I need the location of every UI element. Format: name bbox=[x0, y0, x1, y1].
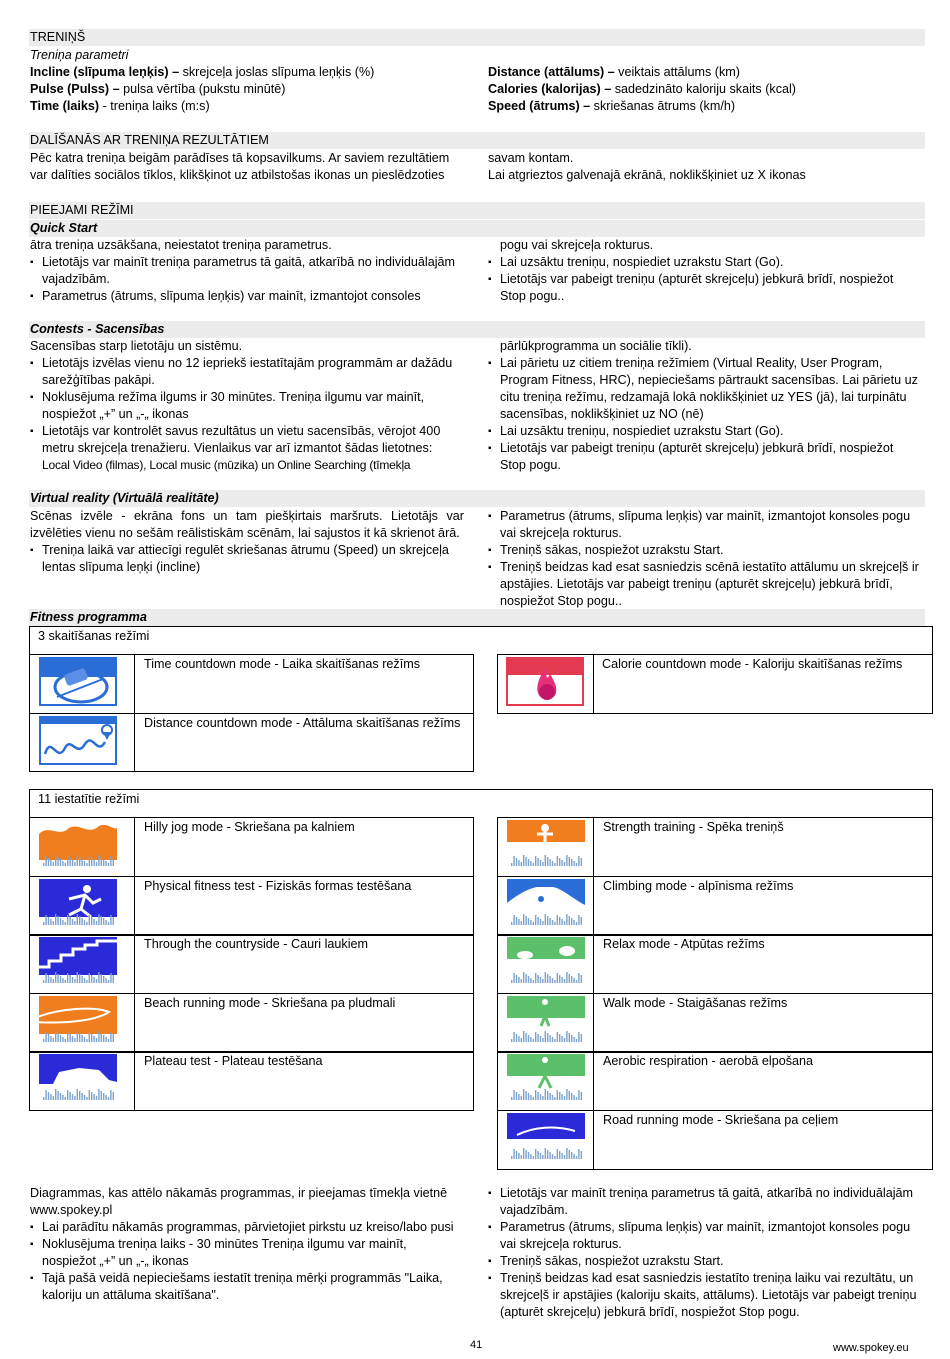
mode-label: Road running mode - Skriešana pa ceļiem bbox=[603, 1113, 839, 1127]
param-line: Incline (slīpuma leņķis) – skrejceļa joslas slīpuma leņķis (%) bbox=[30, 65, 375, 79]
preset-modes-title: 11 iestatītie režīmi bbox=[38, 792, 140, 806]
contests-title: Contests - Sacensības bbox=[30, 322, 165, 336]
virtual-right bbox=[488, 508, 920, 610]
list-item: ▪ Parametrus (ātrums, slīpuma leņķis) var mainīt, izmantojot konsoles pogu vai skrejceļa rokturus. bbox=[488, 508, 920, 542]
mode-label: Hilly jog mode - Skriešana pa kalniem bbox=[144, 820, 355, 834]
mode-label: Aerobic respiration - aerobā elpošana bbox=[603, 1054, 814, 1068]
section-heading-sharing: DALĪŠANĀS AR TRENIŅA REZULTĀTIEM bbox=[30, 133, 269, 147]
list-item: ▪ Lietotājs var pabeigt treniņu (apturēt skrejceļu) jebkurā brīdī, nospiežot Stop pogu.. bbox=[488, 271, 920, 305]
fitness-program-title: Fitness programma bbox=[30, 610, 147, 624]
list-item: ▪ Noklusējuma režīma ilgums ir 30 minūtes. Treniņa ilgumu var mainīt, nospiežot „+” un „-„ ikonas bbox=[30, 389, 470, 423]
list-item: ▪ Treniņš beidzas kad esat sasniedzis iestatīto treniņa laiku vai rezultātu, un skrejceļš ir apstājies (kaloriju skaits, attālums). Lietotājs var pabeigt treniņu (apturēt skrejceļu) jebkurā brīdī, nospiežot Stop pogu. bbox=[488, 1270, 920, 1321]
params-left-list bbox=[30, 64, 470, 115]
list-item: ▪ Treniņš beidzas kad esat sasniedzis scēnā iestatīto attālumu un skrejceļš ir apstājies. Lietotājs var pabeigt treniņu (apturēt skrejceļu) jebkurā brīdī, nospiežot Stop pogu.. bbox=[488, 559, 920, 610]
mode-label: Walk mode - Staigāšanas režīms bbox=[603, 996, 788, 1010]
list-item: ▪ Treniņš sākas, nospiežot uzrakstu Start. bbox=[488, 1253, 920, 1270]
list-item: ▪ Lietotājs var mainīt treniņa parametrus tā gaitā, atkarībā no individuālajām vajadzībām. bbox=[488, 1185, 920, 1219]
subsection-bar bbox=[29, 220, 925, 237]
beach-icon bbox=[39, 996, 117, 1045]
aerobic-icon bbox=[507, 1054, 585, 1103]
cloud-icon bbox=[507, 937, 585, 986]
list-item: ▪ Noklusējuma treniņa laiks - 30 minūtes Treniņa ilgumu var mainīt, nospiežot „+” un „-„ ikonas bbox=[30, 1236, 454, 1270]
strength-icon bbox=[507, 820, 585, 869]
quick-start-right: pogu vai skrejceļa rokturus. ▪ Lai uzsāktu treniņu, nospiediet uzrakstu Start (Go). ▪ Lietotājs var pabeigt treniņu (apturēt skrejceļu) jebkurā brīdī, nospiežot Stop pogu.. bbox=[488, 237, 920, 305]
virtual-reality-title: Virtual reality (Virtuālā realitāte) bbox=[30, 491, 219, 505]
list-item: ▪ Lai uzsāktu treniņu, nospiediet uzrakstu Start (Go). bbox=[488, 254, 920, 271]
list-item: ▪ Lai pārietu uz citiem treniņa režīmiem (Virtual Reality, User Program, Program Fitness, HRC), nepieciešams pārtraukt sacensības. Lai pārietu uz citu treniņa režīmu, redzamajā lokā noklikšķiniet uz YES (jā), lai turpinātu sacensības, noklikšķiniet uz NO (nē) bbox=[488, 355, 920, 423]
bottom-left-text: Diagrammas, kas attēlo nākamās programmas, ir pieejamas tīmekļa vietnē www.spokey.pl ▪ Lai parādītu nākamās programmas, pārvietojiet pirkstu uz kreiso/labo pusi ▪ Noklusējuma treniņa laiks - 30 minūtes Treniņa ilgumu var mainīt, nospiežot „+” un „-„ ikonas ▪ Tajā pašā veidā nepieciešams iestatīt treniņa mērķi programmās "Laika, kaloriju un attāluma skaitīšana". bbox=[30, 1185, 454, 1304]
list-item: ▪ Lai parādītu nākamās programmas, pārvietojiet pirkstu uz kreiso/labo pusi bbox=[30, 1219, 454, 1236]
quick-start-left: ātra treniņa uzsākšana, neiestatot treniņa parametrus. ▪ Lietotājs var mainīt treniņa parametrus tā gaitā, atkarībā no individuālajām vajadzībām. ▪ Parametrus (ātrums, slīpuma leņķis) var mainīt, izmantojot consoles bbox=[30, 237, 470, 305]
section-heading-training: TRENIŅŠ bbox=[30, 30, 86, 44]
sharing-left-text: Pēc katra treniņa beigām parādīses tā kopsavilkums. Ar saviem rezultātiem var dalīties sociālos tīklos, klikšķinot uz atbilstošas ikonas un pieslēdzoties bbox=[30, 151, 450, 182]
box-blank-area bbox=[474, 714, 934, 774]
countryside-icon bbox=[39, 937, 117, 986]
contests-left: Sacensības starp lietotāju un sistēmu. ▪ Lietotājs izvēlas vienu no 12 iepriekš iestatītajām programmām ar dažādu sarežģītības pakāpi. ▪ Noklusējuma režīma ilgums ir 30 minūtes. Treniņa ilgumu var mainīt, nospiežot „+” un „-„ ikonas ▪ Lietotājs var kontrolēt savus rezultātus un vietu sacensībās, vērojot 400 metru skrejceļa trenažieru. Vienlaikus var arī izmantot šādas lietotnes: Local Video (filmas), Local music (mūzika) un Online Searching (tīmekļa bbox=[30, 338, 470, 474]
stopwatch-icon bbox=[39, 657, 117, 706]
plateau-icon bbox=[39, 1054, 117, 1103]
virtual-left: Scēnas izvēle - ekrāna fons un tam piešķirtais maršruts. Lietotājs var izvēlēties vienu no sešām reālistiskām scēnām, lai sajustos it kā skrienot ārā. ▪ Treniņa laikā var attiecīgi regulēt skriešanas ātrumu (Speed) un skrejceļa lentas slīpuma leņķi (incline) bbox=[30, 508, 464, 576]
param-line: Time (laiks) - treniņa laiks (m:s) bbox=[30, 99, 210, 113]
mode-label: Through the countryside - Cauri laukiem bbox=[144, 937, 368, 951]
section-bar bbox=[29, 202, 925, 219]
list-item: ▪ Lietotājs izvēlas vienu no 12 iepriekš iestatītajām programmām ar dažādu sarežģītības pakāpi. bbox=[30, 355, 470, 389]
flame-icon bbox=[506, 657, 584, 706]
list-item: ▪ Lietotājs var kontrolēt savus rezultātus un vietu sacensībās, vērojot 400 metru skrejceļa trenažieru. Vienlaikus var arī izmantot šādas lietotnes: bbox=[30, 423, 470, 457]
param-line: Distance (attālums) – veiktais attālums (km) bbox=[488, 65, 740, 79]
param-line: Pulse (Pulss) – pulsa vērtība (pukstu minūtē) bbox=[30, 82, 286, 96]
bottom-right-text bbox=[488, 1185, 920, 1321]
hills-icon bbox=[39, 820, 117, 869]
mode-label: Beach running mode - Skriešana pa pludmali bbox=[144, 996, 396, 1010]
mode-label: Time countdown mode - Laika skaitīšanas režīms bbox=[144, 657, 421, 671]
section-bar bbox=[29, 29, 925, 46]
list-item: ▪ Lai uzsāktu treniņu, nospiediet uzrakstu Start (Go). bbox=[488, 423, 920, 440]
list-item: ▪ Treniņa laikā var attiecīgi regulēt skriešanas ātrumu (Speed) un skrejceļa lentas slīpuma leņķi (incline) bbox=[30, 542, 464, 576]
website-link[interactable]: www.spokey.eu bbox=[833, 1342, 909, 1354]
params-right-list bbox=[488, 64, 918, 115]
mode-label: Calorie countdown mode - Kaloriju skaitīšanas režīms bbox=[602, 657, 903, 671]
section-heading-modes: PIEEJAMI REŽĪMI bbox=[30, 203, 134, 217]
list-item: ▪ Parametrus (ātrums, slīpuma leņķis) var mainīt, izmantojot consoles bbox=[30, 288, 470, 305]
training-params-subtitle: Treniņa parametri bbox=[30, 48, 129, 62]
preset-modes-box bbox=[29, 789, 933, 817]
sprinter-icon bbox=[39, 879, 117, 928]
param-line: Calories (kalorijas) – sadedzināto kaloriju skaits (kcal) bbox=[488, 82, 796, 96]
subsection-bar bbox=[29, 609, 925, 626]
list-item: ▪ Lietotājs var pabeigt treniņu (apturēt skrejceļu) jebkurā brīdī, nospiežot Stop pogu. bbox=[488, 440, 920, 474]
mode-label: Strength training - Spēka treniņš bbox=[603, 820, 784, 834]
sharing-right-text: savam kontam. Lai atgrieztos galvenajā ekrānā, noklikšķiniet uz X ikonas bbox=[488, 151, 806, 182]
list-item: ▪ Treniņš sākas, nospiežot uzrakstu Start. bbox=[488, 542, 920, 559]
mode-label: Climbing mode - alpīnisma režīms bbox=[603, 879, 794, 893]
mode-label: Plateau test - Plateau testēšana bbox=[144, 1054, 323, 1068]
road-icon bbox=[507, 1113, 585, 1162]
param-line: Speed (ātrums) – skriešanas ātrums (km/h) bbox=[488, 99, 736, 113]
walker-icon bbox=[507, 996, 585, 1045]
list-item: ▪ Parametrus (ātrums, slīpuma leņķis) var mainīt, izmantojot konsoles pogu vai skrejceļa rokturus. bbox=[488, 1219, 920, 1253]
climber-icon bbox=[507, 879, 585, 928]
list-item: ▪ Tajā pašā veidā nepieciešams iestatīt treniņa mērķi programmās "Laika, kaloriju un attāluma skaitīšana". bbox=[30, 1270, 454, 1304]
quick-start-title: Quick Start bbox=[30, 221, 98, 235]
page-number: 41 bbox=[470, 1339, 483, 1351]
list-item: ▪ Lietotājs var mainīt treniņa parametrus tā gaitā, atkarībā no individuālajām vajadzībām. bbox=[30, 254, 470, 288]
counting-modes-title: 3 skaitīšanas režīmi bbox=[38, 629, 150, 643]
mode-label: Physical fitness test - Fiziskās formas testēšana bbox=[144, 879, 412, 893]
contests-right: pārlūkprogramma un sociālie tīkli). ▪ Lai pārietu uz citiem treniņa režīmiem (Virtual Reality, User Program, Program Fitness, HRC), nepieciešams pārtraukt sacensības. Lai pārietu uz citu treniņa režīmu, redzamajā lokā noklikšķiniet uz YES (jā), lai turpinātu sacensības, noklikšķiniet uz NO (nē) ▪ Lai uzsāktu treniņu, nospiediet uzrakstu Start (Go). ▪ Lietotājs var pabeigt treniņu (apturēt skrejceļu) jebkurā brīdī, nospiežot Stop pogu. bbox=[488, 338, 920, 474]
mode-label: Relax mode - Atpūtas režīms bbox=[603, 937, 765, 951]
mode-label: Distance countdown mode - Attāluma skaitīšanas režīms bbox=[144, 716, 461, 730]
route-pin-icon bbox=[39, 716, 117, 765]
